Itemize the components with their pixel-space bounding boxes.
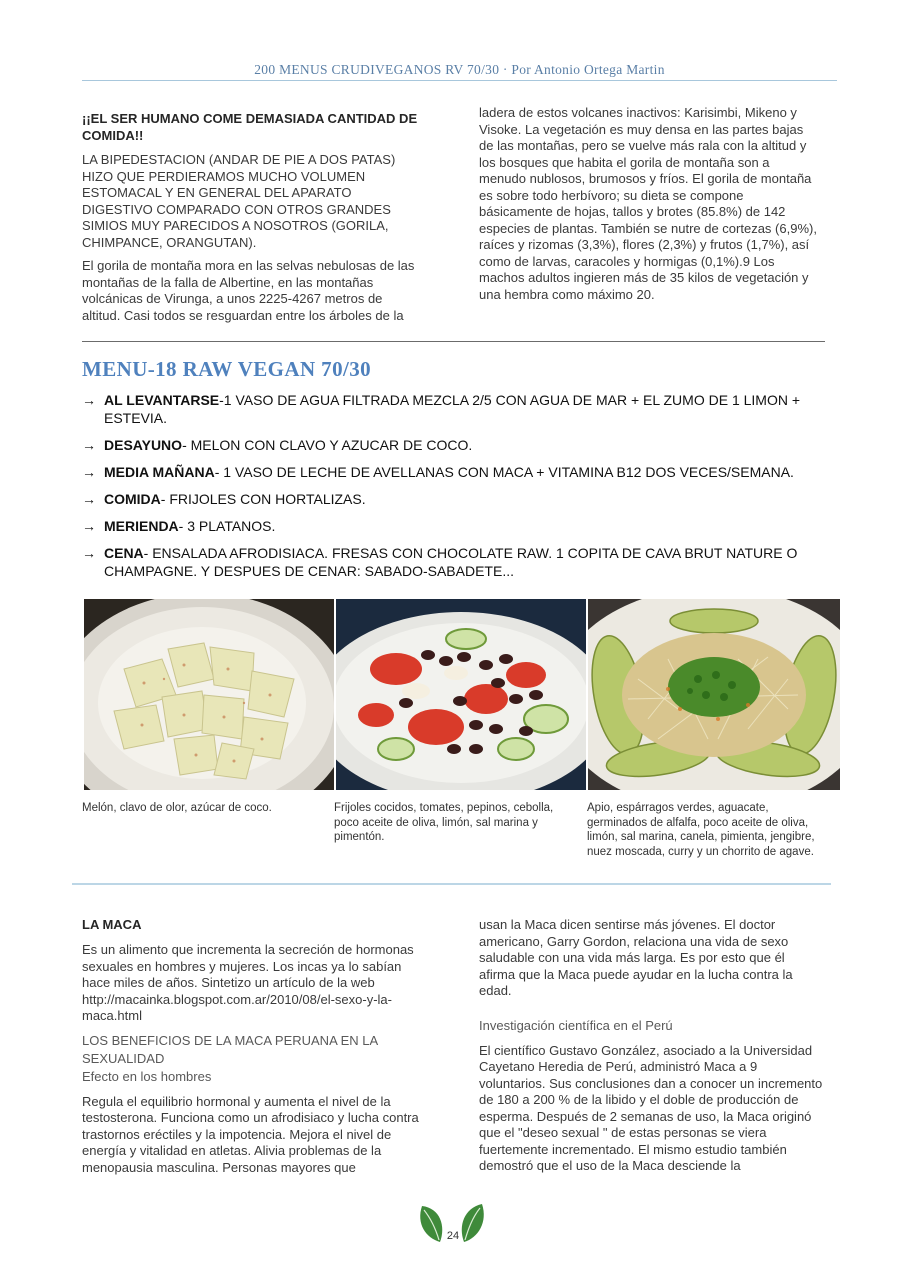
arrow-icon: → xyxy=(82,491,96,507)
menu-item-text: -1 VASO DE AGUA FILTRADA MEZCLA 2/5 CON AGUA DE MAR + EL ZUMO DE 1 LIMON + ESTEVIA. xyxy=(104,392,801,426)
menu-title: MENU-18 RAW VEGAN 70/30 xyxy=(82,357,372,381)
arrow-icon: → xyxy=(82,545,96,561)
maca-left-column xyxy=(82,916,422,1183)
menu-list xyxy=(82,391,827,589)
menu-item-label: AL LEVANTARSE xyxy=(104,392,220,408)
maca-subheading-2: Efecto en los hombres xyxy=(82,1068,212,1084)
intro-paragraph-3: ladera de estos volcanes inactivos: Karisimbi, Mikeno y Visoke. La vegetación es muy densa en las partes bajas de las montañas, pero se vuelve más rala con la altitud y los bosques que habita el gorila de montaña son a menudo nublosos, brumosos y fríos. El gorila de montaña es sobre todo herbívoro; su dieta se compone básicamente de hojas, tallos y brotes (85.8%) de 142 especies de plantas. También se nutre de cortezas (6,9%), raíces y rizomas (3,3%), flores (2,3%) y frutos (1,7%), así como de larvas, caracoles y hormigas (0,1%).9 Los machos adultos ingieren más de 35 kilos de vegetación y una hembra como máximo 20. xyxy=(479,105,817,302)
arrow-icon: → xyxy=(82,464,96,480)
menu-item-label: COMIDA xyxy=(104,491,161,507)
menu-item xyxy=(82,463,827,481)
maca-paragraph-1: Es un alimento que incrementa la secreción de hormonas sexuales en hombres y mujeres. Los incas ya lo sabían hace miles de años. Sintetizo un artículo de la web http://macainka.blogspot.com.ar/2010/08/el-sexo-y-la-maca.html xyxy=(82,942,414,1023)
photo-caption-1: Melón, clavo de olor, azúcar de coco. xyxy=(82,802,272,814)
maca-paragraph-4: El científico Gustavo González, asociado a la Universidad Cayetano Heredia de Perú, administró Maca a 9 voluntarios. Sus conclusiones dan a conocer un incremento de 180 a 200 % de la libido y el doble de producción de esperma. Después de 2 semanas de uso, la Maca originó que el "deseo sexual " de estas personas se viera fuertemente incrementado. El mismo estudio también demostró que el uso de la Maca desciende la xyxy=(479,1042,823,1173)
running-header: 200 MENUS CRUDIVEGANOS RV 70/30 · Por Antonio Ortega Martin xyxy=(254,62,665,77)
menu-item-text: - MELON CON CLAVO Y AZUCAR DE COCO. xyxy=(182,437,473,453)
maca-heading: LA MACA xyxy=(82,917,142,932)
maca-paragraph-2: Regula el equilibrio hormonal y aumenta el nivel de la testosterona. Funciona como un afrodisiaco y lucha contra trastornos eréctiles y la impotencia. Mejora el nivel de energía y vitalidad en atletas. Alivia problemas de la menopausia masculina. Personas mayores que xyxy=(82,1093,419,1175)
intro-left-column xyxy=(82,110,420,331)
menu-item-text: - FRIJOLES CON HORTALIZAS. xyxy=(160,491,366,507)
melon-photo xyxy=(84,599,334,790)
maca-subheading-3: Investigación científica en el Perú xyxy=(479,1017,673,1033)
maca-subheading-1: LOS BENEFICIOS DE LA MACA PERUANA EN LA SEXUALIDAD xyxy=(82,1032,378,1066)
header-rule xyxy=(82,80,837,81)
menu-item xyxy=(82,544,827,580)
menu-item-label: MEDIA MAÑANA xyxy=(104,464,215,480)
menu-item-text: - ENSALADA AFRODISIACA. FRESAS CON CHOCOLATE RAW. 1 COPITA DE CAVA BRUT NATURE O CHAMPAGNE. Y DESPUES DE CENAR: SABADO-SABADETE... xyxy=(104,545,798,579)
menu-item-text: - 1 VASO DE LECHE DE AVELLANAS CON MACA + VITAMINA B12 DOS VECES/SEMANA. xyxy=(214,464,794,480)
photo-caption-3: Apio, espárragos verdes, aguacate, germinados de alfalfa, poco aceite de oliva, limón, sal marina, canela, pimienta, jengibre, nuez moscada, curry y un chorrito de agave. xyxy=(587,802,815,858)
photo-caption-2: Frijoles cocidos, tomates, pepinos, cebolla, poco aceite de oliva, limón, sal marina y pimentón. xyxy=(334,802,554,843)
intro-right-column xyxy=(479,105,819,310)
intro-heading: ¡¡EL SER HUMANO COME DEMASIADA CANTIDAD DE COMIDA!! xyxy=(82,111,418,143)
beans-salad-photo xyxy=(336,599,586,790)
menu-item-label: DESAYUNO xyxy=(104,437,183,453)
menu-item xyxy=(82,490,827,508)
aphrodisiac-salad-photo xyxy=(588,599,840,790)
menu-item-label: CENA xyxy=(104,545,144,561)
arrow-icon: → xyxy=(82,437,96,453)
arrow-icon: → xyxy=(82,392,96,408)
intro-paragraph-2: El gorila de montaña mora en las selvas nebulosas de las montañas de la falla de Albertine, en las montañas volcánicas de Virunga, a unos 2225-4267 metros de altitud. Casi todos se resguardan entre los árboles de la xyxy=(82,258,415,323)
maca-right-column xyxy=(479,917,824,1182)
arrow-icon: → xyxy=(82,518,96,534)
menu-item xyxy=(82,436,827,454)
maca-paragraph-3: usan la Maca dicen sentirse más jóvenes. El doctor americano, Garry Gordon, relaciona una vida de sexo saludable con una vida más larga. Es por esto que él afirma que la Maca puede ayudar en la lucha contra la edad. xyxy=(479,917,793,998)
page-number: 24 xyxy=(446,1230,460,1242)
menu-item xyxy=(82,391,827,427)
menu-item xyxy=(82,517,827,535)
menu-item-label: MERIENDA xyxy=(104,518,179,534)
section-divider xyxy=(82,341,825,342)
intro-paragraph-1: LA BIPEDESTACION (ANDAR DE PIE A DOS PATAS) HIZO QUE PERDIERAMOS MUCHO VOLUMEN ESTOMACAL Y EN GENERAL DEL APARATO DIGESTIVO COMPARADO CON OTROS GRANDES SIMIOS MUY PARECIDOS A NOSOTROS (GORILA, CHIMPANCE, ORANGUTAN). xyxy=(82,152,396,250)
section-divider-blue xyxy=(72,883,831,885)
menu-item-text: - 3 PLATANOS. xyxy=(178,518,276,534)
